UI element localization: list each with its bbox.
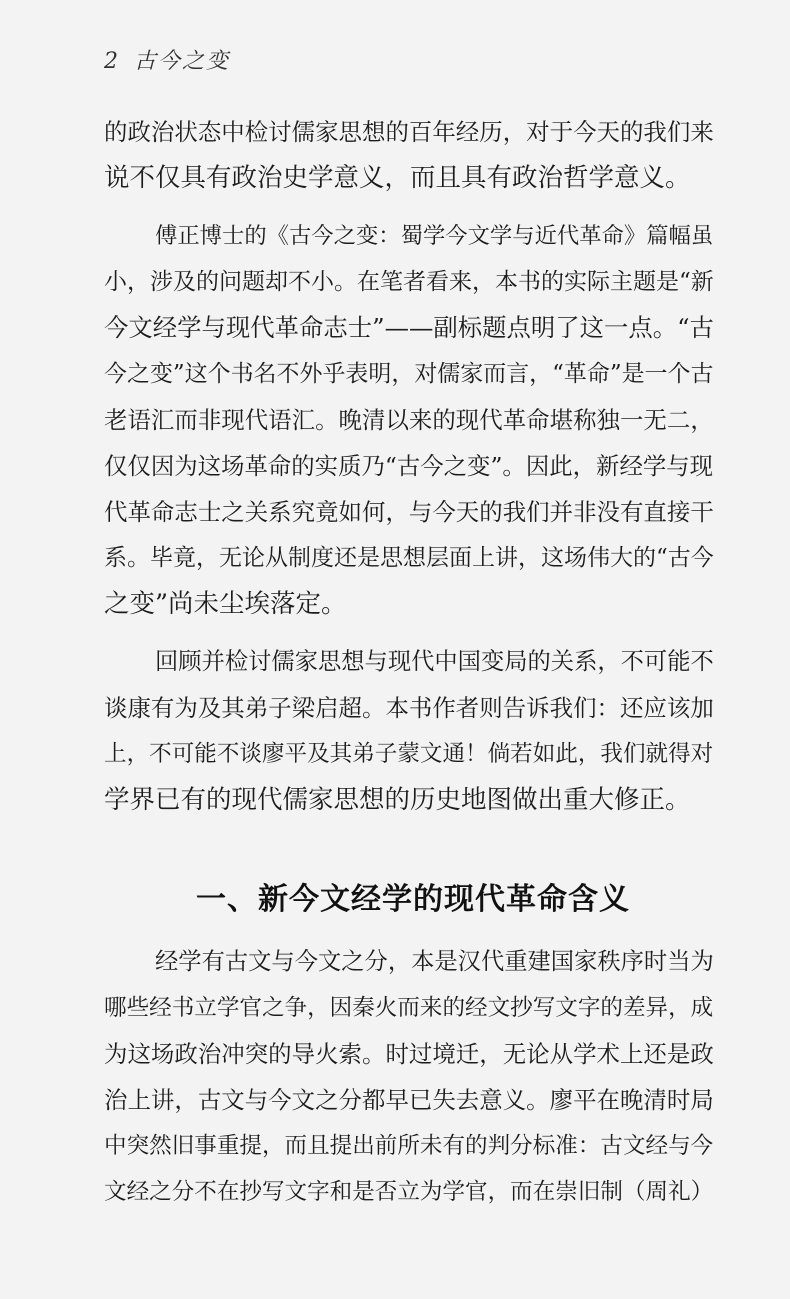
text-line: 的政治状态中检讨儒家思想的百年经历，对于今天的我们来 [104,118,714,146]
text-line: 老语汇而非现代语汇。晚清以来的现代革命堪称独一无二， [104,406,714,434]
text-line: 上，不可能不谈廖平及其弟子蒙文通！倘若如此，我们就得对 [104,741,714,767]
text-line: 文经之分不在抄写文字和是否立为学官，而在崇旧制（周礼） [104,1179,714,1205]
text-line: 今之变”这个书名不外乎表明，对儒家而言，“革命”是一个古 [104,361,714,387]
text-line: 系。毕竟，无论从制度还是思想层面上讲，这场伟大的“古今 [104,545,714,571]
text-line: 谈康有为及其弟子梁启超。本书作者则告诉我们：还应该加 [104,694,714,722]
section-heading: 一、新今文经学的现代革命含义 [196,882,630,917]
text-line: 治上讲，古文与今文之分都早已失去意义。廖平在晚清时局 [104,1086,714,1114]
text-line: 说不仅具有政治史学意义，而且具有政治哲学意义。 [104,163,691,193]
text-line: 今文经学与现代革命志士”——副标题点明了这一点。“古 [104,313,714,342]
running-head [104,44,230,75]
text-line: 代革命志士之关系究竟如何，与今天的我们并非没有直接干 [104,498,714,526]
text-line: 经学有古文与今文之分，本是汉代重建国家秩序时当为 [155,948,714,975]
text-line: 中突然旧事重提，而且提出前所未有的判分标准：古文经与今 [104,1133,714,1159]
text-line: 仅仅因为这场革命的实质乃“古今之变”。因此，新经学与现 [104,452,714,480]
text-line: 小，涉及的问题却不小。在笔者看来，本书的实际主题是“新 [104,269,714,295]
text-line: 为这场政治冲突的导火索。时过境迁，无论从学术上还是政 [104,1040,714,1068]
book-title: 古今之变 [134,49,231,74]
page-number: 2 [104,49,120,74]
text-line: 学界已有的现代儒家思想的历史地图做出重大修正。 [104,785,691,815]
text-line: 哪些经书立学官之争，因秦火而来的经文抄写文字的差异，成 [104,995,714,1021]
text-line: 回顾并检讨儒家思想与现代中国变局的关系，不可能不 [155,648,714,675]
text-line: 之变”尚未尘埃落定。 [104,589,347,619]
text-line: 傅正博士的《古今之变：蜀学今文学与近代革命》篇幅虽 [155,223,714,249]
